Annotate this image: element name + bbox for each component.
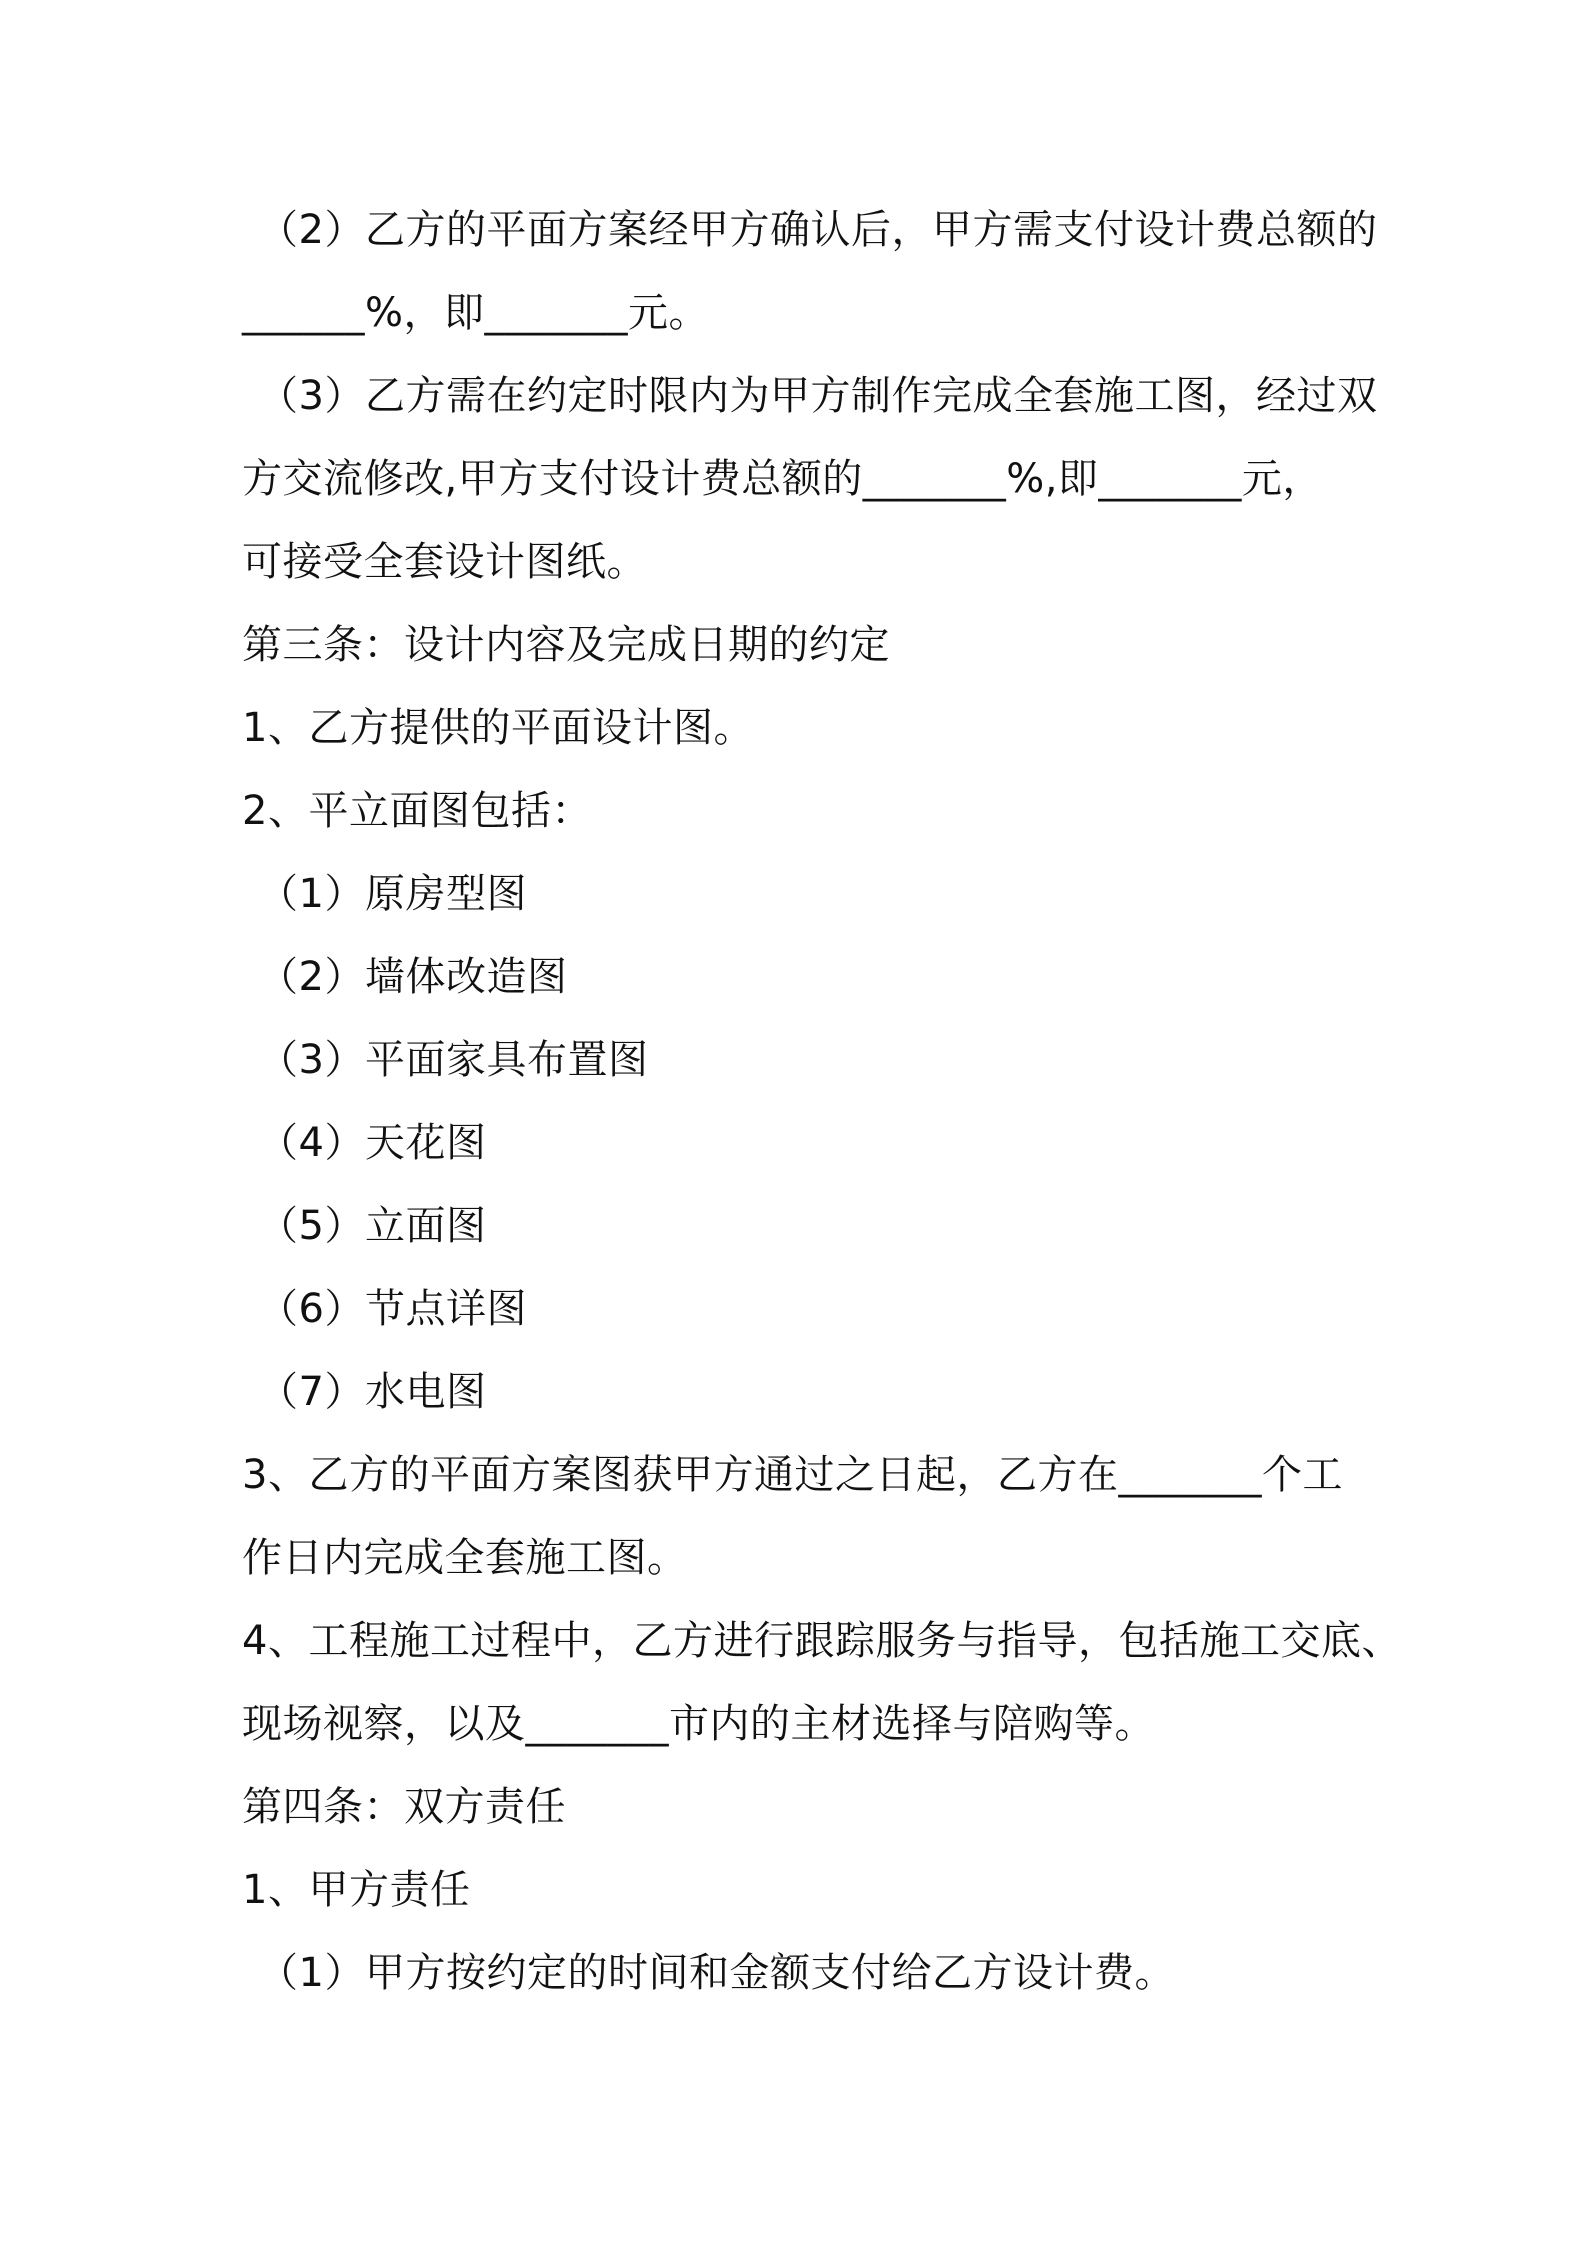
article-3-item-3-line-2: 作日内完成全套施工图。 [242,1535,688,1581]
article-4-heading: 第四条：双方责任 [242,1784,566,1830]
article-3-heading: 第三条：设计内容及完成日期的约定 [242,622,890,668]
article-3-item-2: 2、平立面图包括： [242,788,592,834]
drawing-list-item-3: （3）平面家具布置图 [258,1037,649,1083]
article-3-item-4-line-2: 现场视察，以及_______市内的主材选择与陪购等。 [242,1701,1155,1747]
payment-clause-2-line-1: （2）乙方的平面方案经甲方确认后，甲方需支付设计费总额的 [258,207,1378,253]
party-a-responsibility-heading: 1、甲方责任 [242,1867,471,1913]
drawing-list-item-1: （1）原房型图 [258,871,527,917]
drawing-list-item-4: （4）天花图 [258,1120,487,1166]
article-3-item-1: 1、乙方提供的平面设计图。 [242,705,754,751]
payment-clause-3-line-3: 可接受全套设计图纸。 [242,539,647,585]
drawing-list-item-5: （5）立面图 [258,1203,487,1249]
drawing-list-item-7: （7）水电图 [258,1369,487,1415]
payment-clause-2-line-2: ______%，即_______元。 [242,290,710,336]
party-a-responsibility-item-1: （1）甲方按约定的时间和金额支付给乙方设计费。 [258,1950,1175,1996]
drawing-list-item-2: （2）墙体改造图 [258,954,568,1000]
article-3-item-3-line-1: 3、乙方的平面方案图获甲方通过之日起，乙方在_______个工 [242,1452,1343,1498]
article-3-item-4-line-1: 4、工程施工过程中，乙方进行跟踪服务与指导，包括施工交底、 [242,1618,1402,1664]
payment-clause-3-line-2: 方交流修改,甲方支付设计费总额的_______%,即_______元， [242,456,1323,502]
drawing-list-item-6: （6）节点详图 [258,1286,527,1332]
payment-clause-3-line-1: （3）乙方需在约定时限内为甲方制作完成全套施工图，经过双 [258,373,1378,419]
